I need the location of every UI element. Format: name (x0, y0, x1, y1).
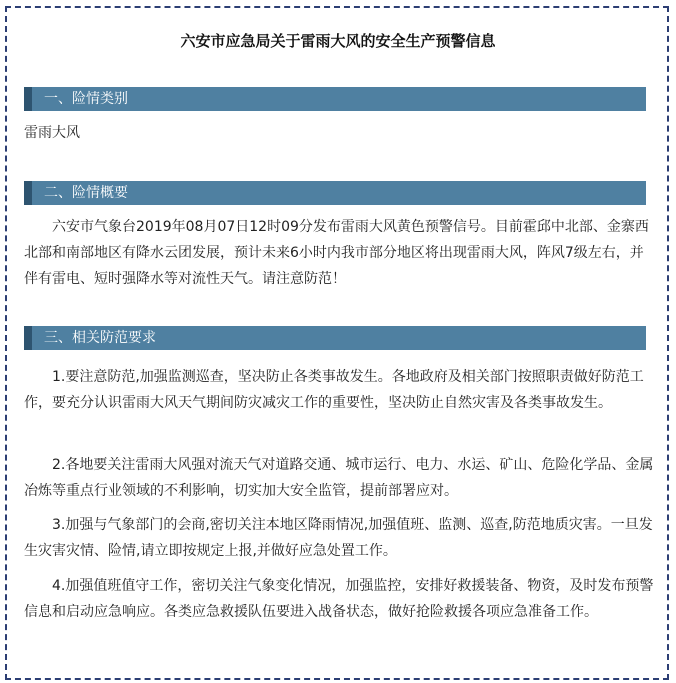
section-heading-label: 一、险情类别 (44, 91, 128, 107)
prevention-item-3: 3.加强与气象部门的会商,密切关注本地区降雨情况,加强值班、监测、巡查,防范地质灾害。一旦发生灾害灾情、险情,请立即按规定上报,并做好应急处置工作。 (24, 517, 653, 559)
prevention-item-2: 2.各地要关注雷雨大风强对流天气对道路交通、城市运行、电力、水运、矿山、危险化学品、金属冶炼等重点行业领域的不利影响，切实加大安全监管，提前部署应对。 (24, 457, 654, 499)
page-title: 六安市应急局关于雷雨大风的安全生产预警信息 (180, 32, 496, 50)
section-heading-label: 二、险情概要 (44, 185, 128, 201)
section-heading-risk-type (24, 87, 646, 111)
prevention-item-4: 4.加强值班值守工作，密切关注气象变化情况，加强监控，安排好救援装备、物资，及时发布预警信息和启动应急响应。各类应急救援队伍要进入战备状态，做好抢险救援各项应急准备工作。 (24, 578, 654, 620)
risk-summary-paragraph: 六安市气象台2019年08月07日12时09分发布雷雨大风黄色预警信号。目前霍邱中北部、金寨西北部和南部地区有降水云团发展，预计未来6小时内我市部分地区将出现雷雨大风，阵风7级左右，并伴有雷电、短时强降水等对流性天气。请注意防范！ (24, 219, 649, 287)
section-heading-prevention (24, 326, 646, 350)
section-heading-label: 三、相关防范要求 (44, 330, 156, 346)
prevention-item-1: 1.要注意防范,加强监测巡查，坚决防止各类事故发生。各地政府及相关部门按照职责做好防范工作，要充分认识雷雨大风天气期间防灾减灾工作的重要性，坚决防止自然灾害及各类事故发生。 (24, 369, 644, 411)
section-heading-risk-summary (24, 181, 646, 205)
risk-type-text: 雷雨大风 (24, 125, 80, 141)
